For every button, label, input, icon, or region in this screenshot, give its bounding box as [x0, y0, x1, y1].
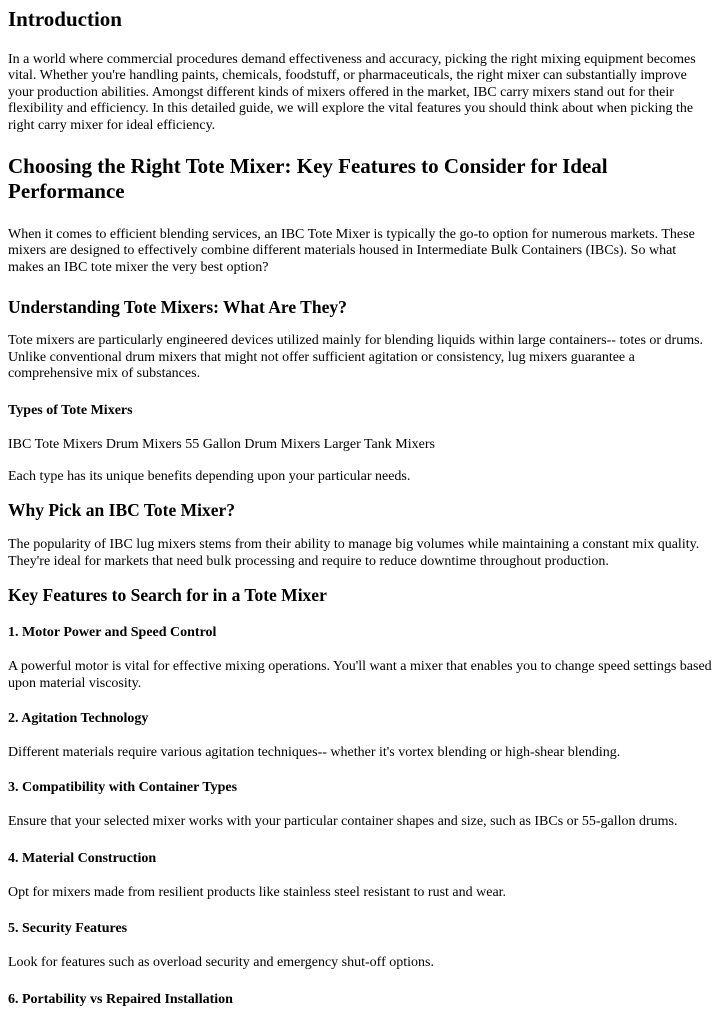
- feature-paragraph-material: Opt for mixers made from resilient products like stainless steel resistant to rust and wear.: [8, 884, 507, 900]
- feature-heading-motor: 1. Motor Power and Speed Control: [8, 625, 217, 641]
- feature-paragraph-motor: A powerful motor is vital for effective mixing operations. You'll want a mixer that enables you to change speed settings based upon material viscosity.: [8, 659, 712, 691]
- understanding-heading: Understanding Tote Mixers: What Are They?: [8, 297, 347, 318]
- types-heading: Types of Tote Mixers: [8, 403, 133, 419]
- feature-heading-security: 5. Security Features: [8, 921, 128, 937]
- introduction-paragraph: In a world where commercial procedures demand effectiveness and accuracy, picking the right mixing equipment becomes vital. Whether you're handling paints, chemicals, foodstuff, or pharmaceuticals, the right mixer can substantially improve your production abilities. Amongst different kinds of mixers offered in the market, IBC carry mixers stand out for their flexibility and efficiency. In this detailed guide, we will explore the vital features you should think about when picking the right carry mixer for ideal efficiency.: [8, 52, 696, 133]
- article: [0, 7, 720, 1009]
- why-paragraph: The popularity of IBC lug mixers stems from their ability to manage big volumes while maintaining a constant mix quality. They're ideal for markets that need bulk processing and require to reduce downtime throughout production.: [8, 537, 700, 569]
- choosing-heading: Choosing the Right Tote Mixer: Key Features to Consider for Ideal Performance: [8, 154, 608, 204]
- introduction-heading: Introduction: [8, 7, 122, 31]
- feature-paragraph-security: Look for features such as overload security and emergency shut-off options.: [8, 955, 434, 971]
- types-note: Each type has its unique benefits depending upon your particular needs.: [8, 468, 411, 484]
- feature-heading-material: 4. Material Construction: [8, 850, 157, 866]
- feature-heading-agitation: 2. Agitation Technology: [8, 710, 149, 726]
- choosing-paragraph: When it comes to efficient blending services, an IBC Tote Mixer is typically the go-to option for numerous markets. These mixers are designed to effectively combine different materials housed in Intermediate Bulk Containers (IBCs). So what makes an IBC tote mixer the very best option?: [8, 227, 695, 275]
- feature-paragraph-compatibility: Ensure that your selected mixer works with your particular container shapes and size, such as IBCs or 55-gallon drums.: [8, 814, 678, 830]
- feature-heading-compatibility: 3. Compatibility with Container Types: [8, 780, 238, 796]
- why-heading: Why Pick an IBC Tote Mixer?: [8, 500, 236, 521]
- feature-heading-portability: 6. Portability vs Repaired Installation: [8, 991, 233, 1007]
- types-list: IBC Tote Mixers Drum Mixers 55 Gallon Drum Mixers Larger Tank Mixers: [8, 437, 435, 453]
- key-features-heading: Key Features to Search for in a Tote Mixer: [8, 585, 327, 606]
- feature-paragraph-agitation: Different materials require various agitation techniques-- whether it's vortex blending or high-shear blending.: [8, 744, 621, 760]
- understanding-paragraph: Tote mixers are particularly engineered devices utilized mainly for blending liquids within large containers-- totes or drums. Unlike conventional drum mixers that might not offer sufficient agitation or consistency, lug mixers guarantee a comprehensive mix of substances.: [8, 333, 704, 382]
